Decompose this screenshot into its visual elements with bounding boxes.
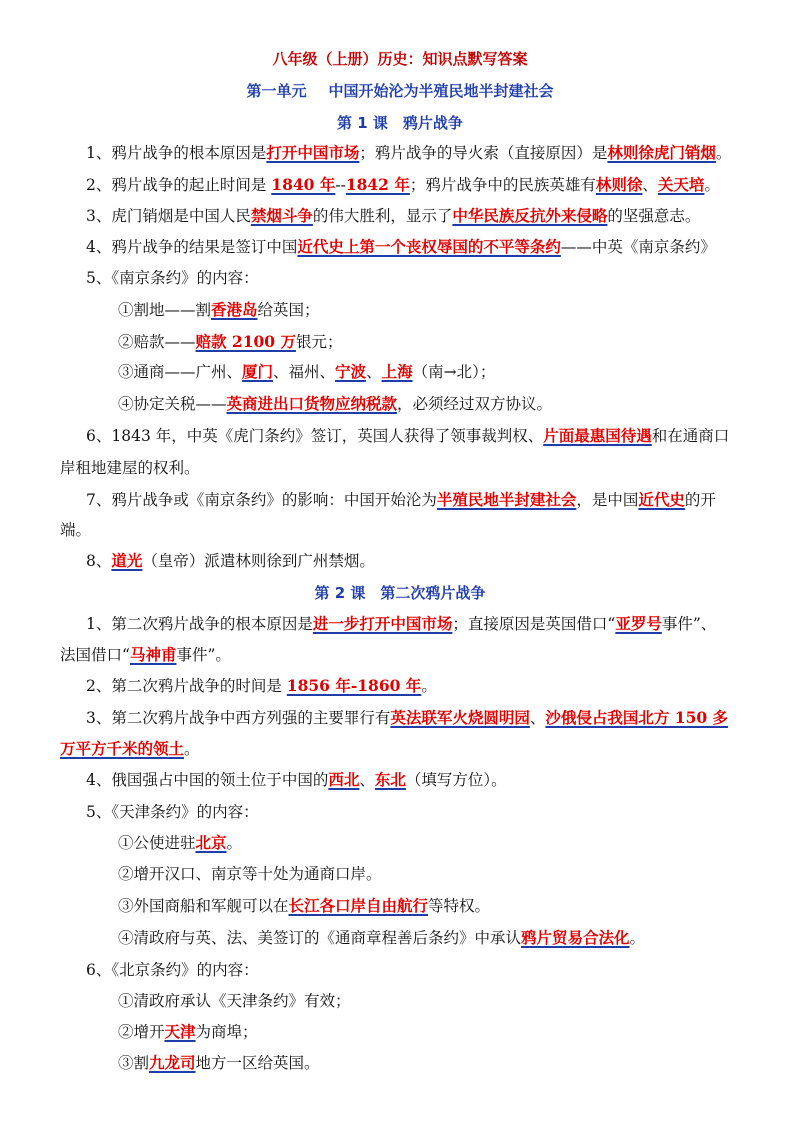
text-segment: 。: [421, 677, 437, 695]
answer-highlight: 打开中国市场: [266, 143, 360, 162]
text-line: [86, 802, 259, 822]
text-segment: 事件”、: [661, 615, 717, 633]
text-line: [60, 520, 91, 540]
text-segment: ，必须经过双方协议。: [397, 395, 553, 413]
text-segment: 7、鸦片战争或《南京条约》的影响：中国开始沦为: [86, 491, 437, 509]
answer-highlight: 中华民族反抗外来侵略: [452, 206, 608, 225]
answer-highlight: 长江各口岸自由航行: [288, 896, 429, 915]
text-segment: 。: [184, 740, 200, 758]
text-segment: 2、鸦片战争的起止时间是: [86, 176, 272, 194]
text-segment: 6、1843 年，中英《虎门条约》签订，英国人获得了领事裁判权、: [86, 427, 544, 445]
unit-name: 中国开始沦为半殖民地半封建社会: [328, 82, 554, 100]
text-segment: ②增开汉口、南京等十处为通商口岸。: [118, 865, 382, 883]
text-segment: 1、第二次鸦片战争的根本原因是: [86, 615, 313, 633]
text-segment: ④协定关税——: [118, 395, 227, 413]
text-segment: 。: [226, 834, 243, 852]
text-segment: ；直接原因是英国借口“: [452, 615, 616, 633]
answer-highlight: 亚罗号: [615, 614, 662, 633]
text-line: [86, 551, 375, 571]
text-line: [118, 1053, 320, 1073]
text-segment: （填写方位）。: [405, 771, 507, 789]
text-line: [60, 739, 200, 759]
text-line: [118, 896, 490, 916]
text-segment: 、福州、: [273, 363, 336, 381]
text-segment: 1、鸦片战争的根本原因是: [86, 144, 267, 162]
text-line: [86, 175, 720, 195]
document-title: 八年级（上册）历史：知识点默写答案: [272, 50, 528, 68]
answer-highlight: 进一步打开中国市场: [312, 614, 453, 633]
text-line: [118, 300, 320, 320]
text-segment: 2、第二次鸦片战争的时间是: [86, 677, 287, 695]
answer-highlight: 1856 年-1860 年: [286, 676, 422, 695]
text-segment: （皇帝）派遣林则徐到广州禁烟。: [142, 552, 375, 570]
text-line: [86, 770, 507, 790]
text-segment: 的坚强意志。: [607, 207, 701, 225]
answer-highlight: 东北: [374, 770, 406, 789]
answer-highlight: 1842 年: [345, 175, 410, 194]
lesson-1-heading: 第 1 课 鸦片战争: [337, 114, 463, 132]
answer-highlight: 英法联军火烧圆明园: [390, 708, 530, 727]
answer-highlight: 上海: [381, 362, 413, 381]
text-segment: 法国借口“: [60, 646, 130, 664]
answer-highlight: 九龙司: [149, 1053, 196, 1072]
answer-highlight: 禁烟斗争: [250, 206, 313, 225]
answer-highlight: 近代史上第一个丧权辱国的不平等条约: [297, 237, 561, 256]
answer-highlight: 沙俄侵占我国北方 150 多: [545, 708, 729, 727]
answer-highlight: 1840 年: [271, 175, 336, 194]
text-segment: （南→北）；: [412, 363, 496, 381]
text-segment: --: [335, 176, 346, 194]
text-line: [60, 458, 200, 478]
text-segment: ；鸦片战争的导火索（直接原因）是: [359, 144, 608, 162]
text-segment: ；鸦片战争中的民族英雄有: [409, 176, 596, 194]
text-line: [118, 833, 242, 853]
text-line: [118, 332, 342, 352]
text-line: [86, 268, 259, 288]
text-line: [86, 426, 729, 446]
answer-highlight: 马神甫: [129, 645, 177, 664]
text-segment: ③通商——广州、: [118, 363, 243, 381]
text-segment: 。: [629, 929, 646, 947]
text-line: [118, 1022, 258, 1042]
answer-highlight: 西北: [328, 770, 360, 789]
answer-highlight: 关天培: [657, 175, 705, 194]
text-line: [86, 708, 728, 728]
text-segment: 。: [704, 176, 720, 194]
answer-highlight: 林则徐虎门销烟: [607, 143, 716, 162]
text-segment: 、: [359, 771, 375, 789]
answer-highlight: 宁波: [335, 362, 367, 381]
text-segment: 银元；: [295, 333, 343, 351]
answer-highlight: 香港岛: [211, 300, 258, 319]
answer-highlight: 赔款 2100 万: [195, 332, 296, 351]
text-line: [86, 614, 716, 634]
text-segment: 端。: [60, 521, 92, 539]
answer-highlight: 天津: [164, 1022, 196, 1041]
text-segment: ③割: [118, 1054, 150, 1072]
text-segment: 岸租地建屋的权利。: [60, 459, 200, 477]
text-segment: 、: [366, 363, 382, 381]
text-segment: 5、《天津条约》的内容：: [86, 803, 259, 821]
text-line: [118, 864, 382, 884]
text-segment: 地方一区给英国。: [195, 1054, 320, 1072]
text-segment: 和在通商口: [651, 427, 730, 445]
text-line: [86, 143, 731, 163]
text-segment: 等特权。: [428, 897, 491, 915]
text-segment: ③外国商船和军舰可以在: [118, 897, 289, 915]
text-segment: ——中英《南京条约》: [560, 238, 716, 256]
answer-highlight: 万平方千米的领土: [60, 739, 185, 758]
text-segment: ，是中国: [576, 491, 639, 509]
text-line: [86, 676, 437, 696]
answer-highlight: 林则徐: [595, 175, 643, 194]
text-segment: 6、《北京条约》的内容：: [86, 961, 259, 979]
text-segment: ②增开: [118, 1023, 165, 1041]
answer-highlight: 片面最惠国待遇: [543, 426, 652, 445]
text-segment: 8、: [86, 552, 112, 570]
lesson-2-heading: 第 2 课 第二次鸦片战争: [314, 584, 486, 602]
text-segment: 、: [642, 176, 658, 194]
answer-highlight: 厦门: [242, 362, 274, 381]
text-line: [86, 490, 716, 510]
answer-highlight: 英商进出口货物应纳税款: [226, 394, 398, 413]
text-segment: 3、第二次鸦片战争中西方列强的主要罪行有: [86, 709, 391, 727]
text-segment: 为商埠；: [195, 1023, 258, 1041]
unit-label: 第一单元: [246, 82, 307, 100]
text-segment: 的开: [684, 491, 716, 509]
text-line: [118, 928, 645, 948]
text-segment: 3、虎门销烟是中国人民: [86, 207, 251, 225]
text-line: [86, 206, 700, 226]
text-segment: 4、鸦片战争的结果是签订中国: [86, 238, 298, 256]
text-line: [118, 362, 495, 382]
answer-highlight: 北京: [195, 833, 227, 852]
text-line: [118, 991, 351, 1011]
answer-highlight: 鸦片贸易合法化: [521, 928, 630, 947]
unit-heading: [0, 80, 800, 101]
text-segment: ①清政府承认《天津条约》有效；: [118, 992, 351, 1010]
text-segment: ④清政府与英、法、美签订的《通商章程善后条约》中承认: [118, 929, 522, 947]
text-segment: 5、《南京条约》的内容：: [86, 269, 259, 287]
answer-highlight: 半殖民地半封建社会: [436, 490, 577, 509]
text-line: [118, 394, 552, 414]
text-line: [86, 960, 259, 980]
text-line: [60, 645, 231, 665]
text-segment: 的伟大胜利，显示了: [312, 207, 453, 225]
text-segment: 。: [715, 144, 732, 162]
text-segment: 、: [529, 709, 546, 727]
text-segment: ①割地——割: [118, 301, 212, 319]
text-segment: ②赔款——: [118, 333, 196, 351]
text-segment: 给英国；: [257, 301, 320, 319]
text-segment: ①公使进驻: [118, 834, 196, 852]
text-segment: 事件”。: [176, 646, 231, 664]
answer-highlight: 近代史: [638, 490, 685, 509]
text-line: [86, 237, 716, 257]
text-segment: 4、俄国强占中国的领土位于中国的: [86, 771, 329, 789]
answer-highlight: 道光: [111, 551, 143, 570]
